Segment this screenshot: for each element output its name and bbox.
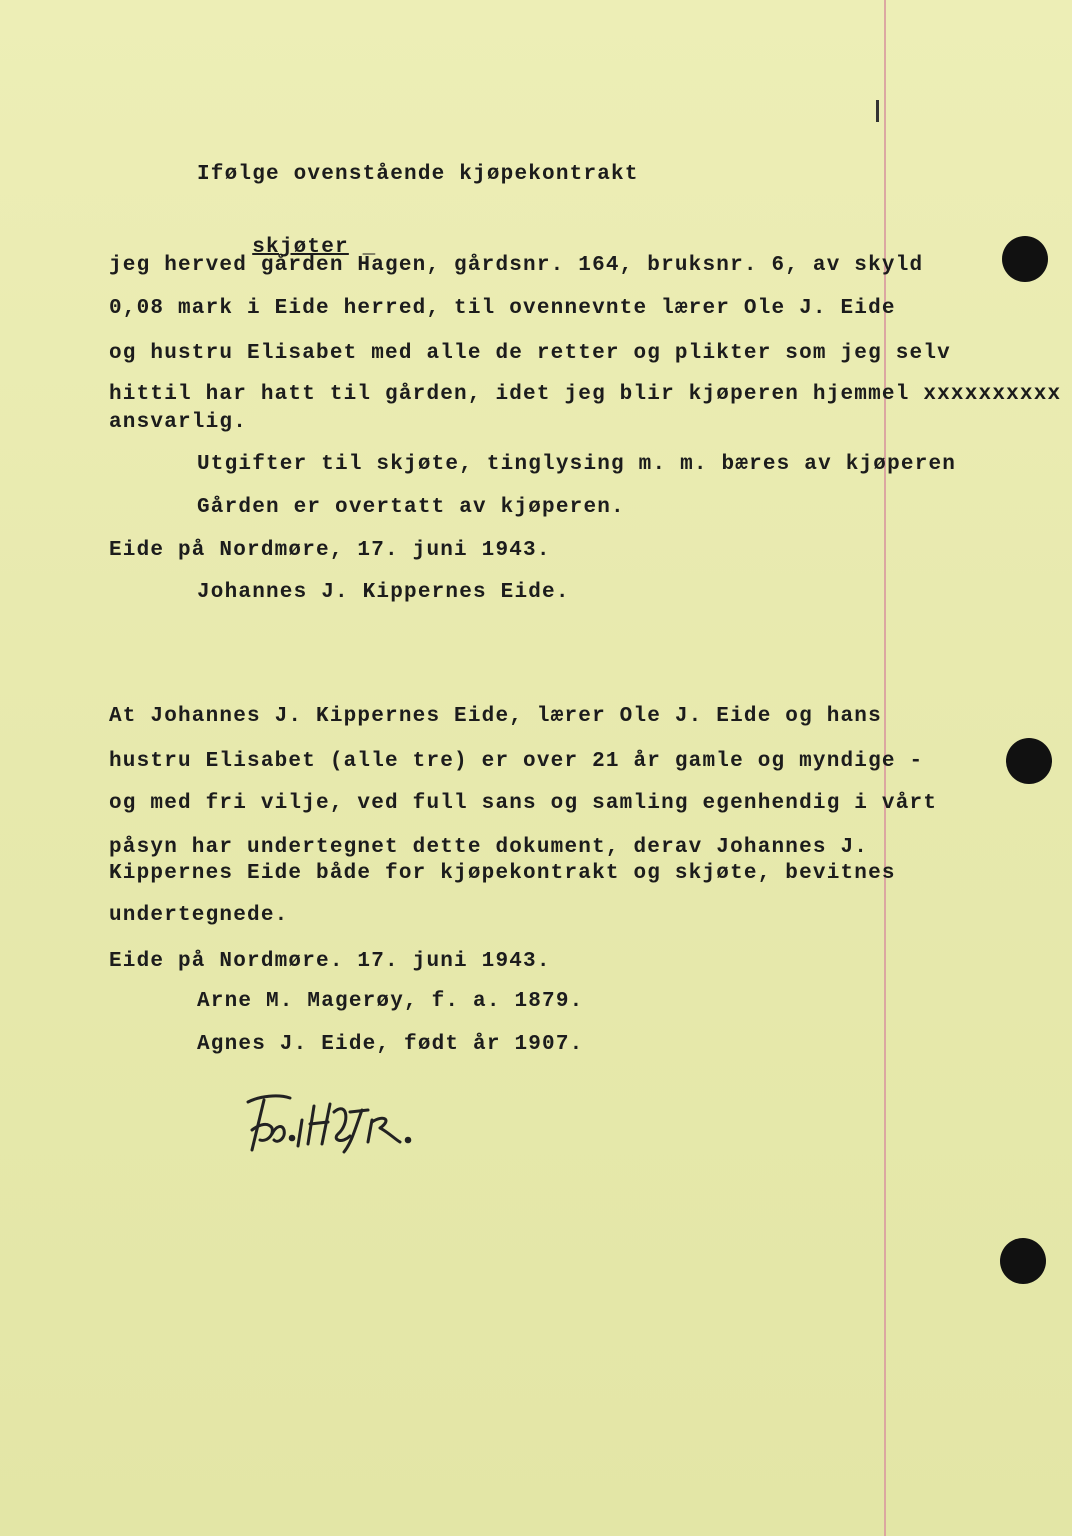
deed-verb-dash: _	[362, 236, 377, 259]
attestation-line: undertegnede.	[109, 904, 289, 927]
deed-body-line: hittil har hatt til gården, idet jeg blir kjøperen hjemmel xxxxxxxxxx	[109, 383, 1062, 406]
deed-body-line: ansvarlig.	[109, 411, 248, 434]
deed-body-line: og hustru Elisabet med alle de retter og plikter som jeg selv	[109, 342, 951, 365]
deed-body-line: 0,08 mark i Eide herred, til ovennevnte lærer Ole J. Eide	[109, 297, 896, 320]
deed-possession: Gården er overtatt av kjøperen.	[197, 496, 625, 519]
punch-hole-middle	[1006, 738, 1052, 784]
margin-tick-mark	[876, 100, 879, 122]
handwritten-registration-note	[238, 1090, 428, 1160]
deed-signer: Johannes J. Kippernes Eide.	[197, 581, 570, 604]
attestation-line: At Johannes J. Kippernes Eide, lærer Ole J. Eide og hans	[109, 705, 882, 728]
attestation-line: og med fri vilje, ved full sans og samling egenhendig i vårt	[109, 792, 938, 815]
witness-line: Arne M. Magerøy, f. a. 1879.	[197, 990, 584, 1013]
deed-costs: Utgifter til skjøte, tinglysing m. m. bæres av kjøperen	[197, 453, 957, 476]
attestation-place-date: Eide på Nordmøre. 17. juni 1943.	[109, 950, 551, 973]
attestation-line: påsyn har undertegnet dette dokument, derav Johannes J.	[109, 836, 869, 859]
punch-hole-bottom	[1000, 1238, 1046, 1284]
witness-line: Agnes J. Eide, født år 1907.	[197, 1033, 584, 1056]
attestation-line: Kippernes Eide både for kjøpekontrakt og skjøte, bevitnes	[109, 862, 896, 885]
attestation-line: hustru Elisabet (alle tre) er over 21 år gamle og myndige -	[109, 750, 924, 773]
punch-hole-top	[1002, 236, 1048, 282]
deed-heading: Ifølge ovenstående kjøpekontrakt	[197, 163, 639, 186]
deed-place-date: Eide på Nordmøre, 17. juni 1943.	[109, 539, 551, 562]
deed-body-line: jeg herved gården Hagen, gårdsnr. 164, bruksnr. 6, av skyld	[109, 254, 924, 277]
deed-verb: skjøter	[252, 236, 349, 259]
